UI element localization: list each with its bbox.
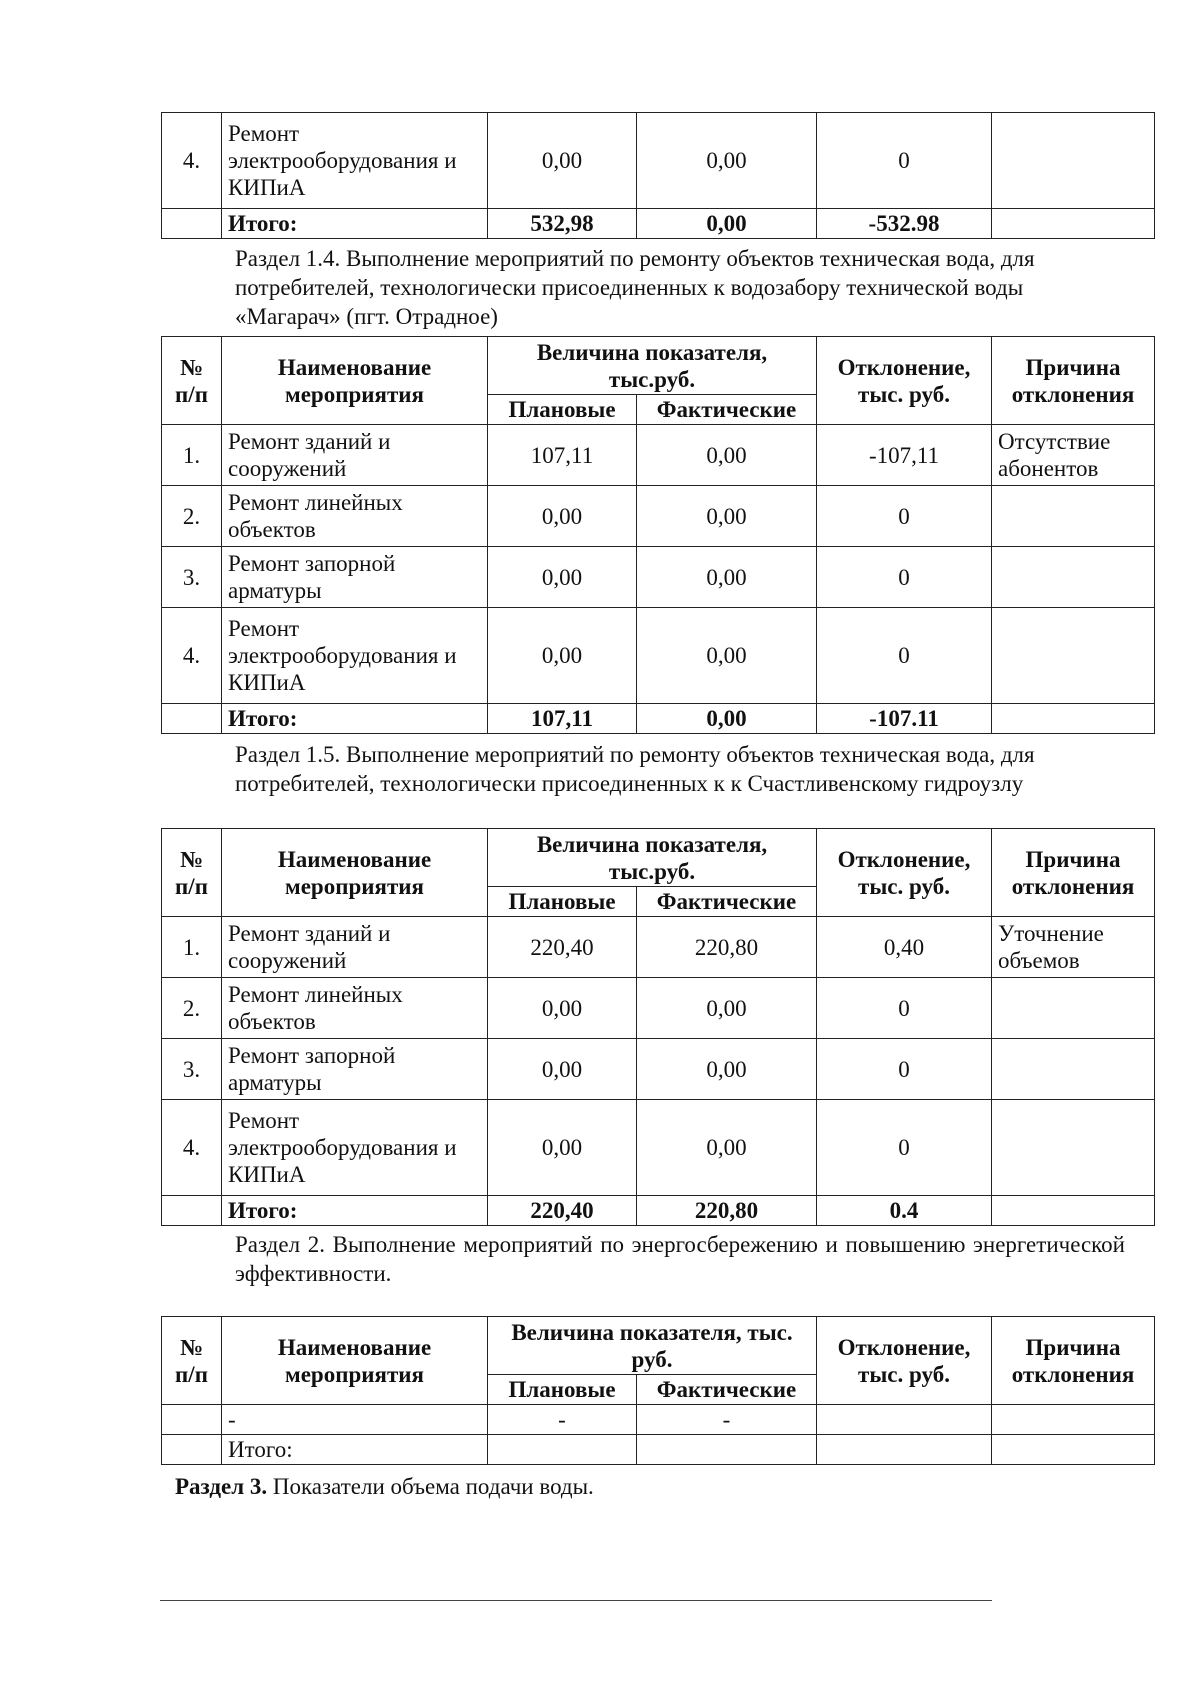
row-plan: 107,11	[488, 425, 637, 486]
table-row	[162, 978, 1155, 1039]
section-3-label: Раздел 3.	[175, 1474, 268, 1499]
row-deviation: 0	[817, 608, 992, 704]
row-reason	[992, 1100, 1155, 1196]
header-plan: Плановые	[488, 395, 637, 425]
table-header-row	[162, 829, 1155, 887]
table-continuation	[161, 112, 1155, 239]
row-name: Ремонт линейных объектов	[222, 486, 488, 547]
table-header-row	[162, 1317, 1155, 1375]
row-name: Ремонт зданий и сооружений	[222, 425, 488, 486]
row-number: 3.	[162, 547, 222, 608]
table-row	[162, 425, 1155, 486]
bottom-divider	[160, 1600, 992, 1601]
section-3-text: Показатели объема подачи воды.	[267, 1474, 594, 1499]
row-number: 2.	[162, 486, 222, 547]
row-plan: -	[488, 1405, 637, 1435]
row-deviation: 0	[817, 1039, 992, 1100]
total-fact: 220,80	[637, 1196, 817, 1226]
total-row	[162, 1196, 1155, 1226]
row-name: Ремонт линейных объектов	[222, 978, 488, 1039]
row-reason	[992, 608, 1155, 704]
header-name: Наименование мероприятия	[222, 1317, 488, 1405]
header-fact: Фактические	[637, 887, 817, 917]
header-deviation: Отклонение, тыс. руб.	[817, 829, 992, 917]
total-deviation: -107.11	[817, 704, 992, 734]
row-fact: 0,00	[637, 113, 817, 209]
table-row	[162, 113, 1155, 209]
row-number: 4.	[162, 1100, 222, 1196]
table-row	[162, 1100, 1155, 1196]
row-reason: Уточнение объемов	[992, 917, 1155, 978]
total-plan: 220,40	[488, 1196, 637, 1226]
table-row	[162, 917, 1155, 978]
table-header-row	[162, 337, 1155, 395]
total-label: Итого:	[222, 1435, 488, 1465]
row-reason	[992, 1039, 1155, 1100]
row-reason	[992, 486, 1155, 547]
row-plan: 0,00	[488, 978, 637, 1039]
total-row	[162, 209, 1155, 239]
row-fact: 0,00	[637, 1039, 817, 1100]
row-number: 4.	[162, 608, 222, 704]
row-reason	[992, 113, 1155, 209]
total-deviation: -532.98	[817, 209, 992, 239]
row-plan: 220,40	[488, 917, 637, 978]
row-deviation: 0	[817, 978, 992, 1039]
row-deviation: -107,11	[817, 425, 992, 486]
header-deviation: Отклонение, тыс. руб.	[817, 1317, 992, 1405]
row-fact: 0,00	[637, 608, 817, 704]
header-num: № п/п	[162, 1317, 222, 1405]
row-reason: Отсутствие абонентов	[992, 425, 1155, 486]
total-fact: 0,00	[637, 704, 817, 734]
header-plan: Плановые	[488, 887, 637, 917]
row-number: 3.	[162, 1039, 222, 1100]
row-fact: 0,00	[637, 978, 817, 1039]
row-number: 1.	[162, 917, 222, 978]
header-value: Величина показателя, тыс. руб.	[488, 1317, 817, 1375]
row-plan: 0,00	[488, 1100, 637, 1196]
header-num: № п/п	[162, 337, 222, 425]
total-label: Итого:	[222, 1196, 488, 1226]
row-name: Ремонт зданий и сооружений	[222, 917, 488, 978]
table-row	[162, 1405, 1155, 1435]
row-number: 2.	[162, 978, 222, 1039]
table-row	[162, 486, 1155, 547]
total-plan: 107,11	[488, 704, 637, 734]
row-name: Ремонт электрооборудования и КИПиА	[222, 608, 488, 704]
row-deviation: 0	[817, 1100, 992, 1196]
total-row	[162, 704, 1155, 734]
header-reason: Причина отклонения	[992, 829, 1155, 917]
row-plan: 0,00	[488, 486, 637, 547]
header-fact: Фактические	[637, 1375, 817, 1405]
row-fact: 0,00	[637, 1100, 817, 1196]
total-deviation: 0.4	[817, 1196, 992, 1226]
row-plan: 0,00	[488, 547, 637, 608]
row-reason	[992, 547, 1155, 608]
row-fact: -	[637, 1405, 817, 1435]
table-row	[162, 1039, 1155, 1100]
row-number: 4.	[162, 113, 222, 209]
header-reason: Причина отклонения	[992, 337, 1155, 425]
row-number: 1.	[162, 425, 222, 486]
row-name: -	[222, 1405, 488, 1435]
row-plan: 0,00	[488, 608, 637, 704]
header-deviation: Отклонение, тыс. руб.	[817, 337, 992, 425]
header-value: Величина показателя, тыс.руб.	[488, 829, 817, 887]
header-plan: Плановые	[488, 1375, 637, 1405]
header-reason: Причина отклонения	[992, 1317, 1155, 1405]
header-name: Наименование мероприятия	[222, 337, 488, 425]
header-fact: Фактические	[637, 395, 817, 425]
row-name: Ремонт электрооборудования и КИПиА	[222, 1100, 488, 1196]
table-section-1-5	[161, 828, 1155, 1226]
row-plan: 0,00	[488, 113, 637, 209]
header-name: Наименование мероприятия	[222, 829, 488, 917]
row-fact: 0,00	[637, 425, 817, 486]
row-fact: 0,00	[637, 486, 817, 547]
row-deviation: 0	[817, 113, 992, 209]
row-name: Ремонт запорной арматуры	[222, 547, 488, 608]
table-section-1-4	[161, 336, 1155, 734]
header-value: Величина показателя, тыс.руб.	[488, 337, 817, 395]
row-reason	[992, 978, 1155, 1039]
section-3-title	[175, 1472, 605, 1501]
section-1-4-title: Раздел 1.4. Выполнение мероприятий по ремонту объектов техническая вода, для потребителей, технологически присоединенных к водозабору технической воды «Магарач» (пгт. Отрадное)	[235, 246, 1035, 329]
total-plan: 532,98	[488, 209, 637, 239]
section-1-5-title: Раздел 1.5. Выполнение мероприятий по ремонту объектов техническая вода, для потребителей, технологически присоединенных к к Счастливенскому гидроузлу	[235, 742, 1035, 796]
row-fact: 220,80	[637, 917, 817, 978]
total-row	[162, 1435, 1155, 1465]
total-label: Итого:	[222, 704, 488, 734]
table-row	[162, 608, 1155, 704]
table-row	[162, 547, 1155, 608]
row-fact: 0,00	[637, 547, 817, 608]
row-deviation: 0	[817, 547, 992, 608]
row-name: Ремонт запорной арматуры	[222, 1039, 488, 1100]
table-section-2	[161, 1316, 1155, 1465]
header-num: № п/п	[162, 829, 222, 917]
row-plan: 0,00	[488, 1039, 637, 1100]
row-deviation: 0,40	[817, 917, 992, 978]
total-fact: 0,00	[637, 209, 817, 239]
row-deviation: 0	[817, 486, 992, 547]
total-label: Итого:	[222, 209, 488, 239]
row-name: Ремонт электрооборудования и КИПиА	[222, 113, 488, 209]
section-2-title: Раздел 2. Выполнение мероприятий по энергосбережению и повышению энергетической эффективности.	[235, 1232, 1125, 1286]
